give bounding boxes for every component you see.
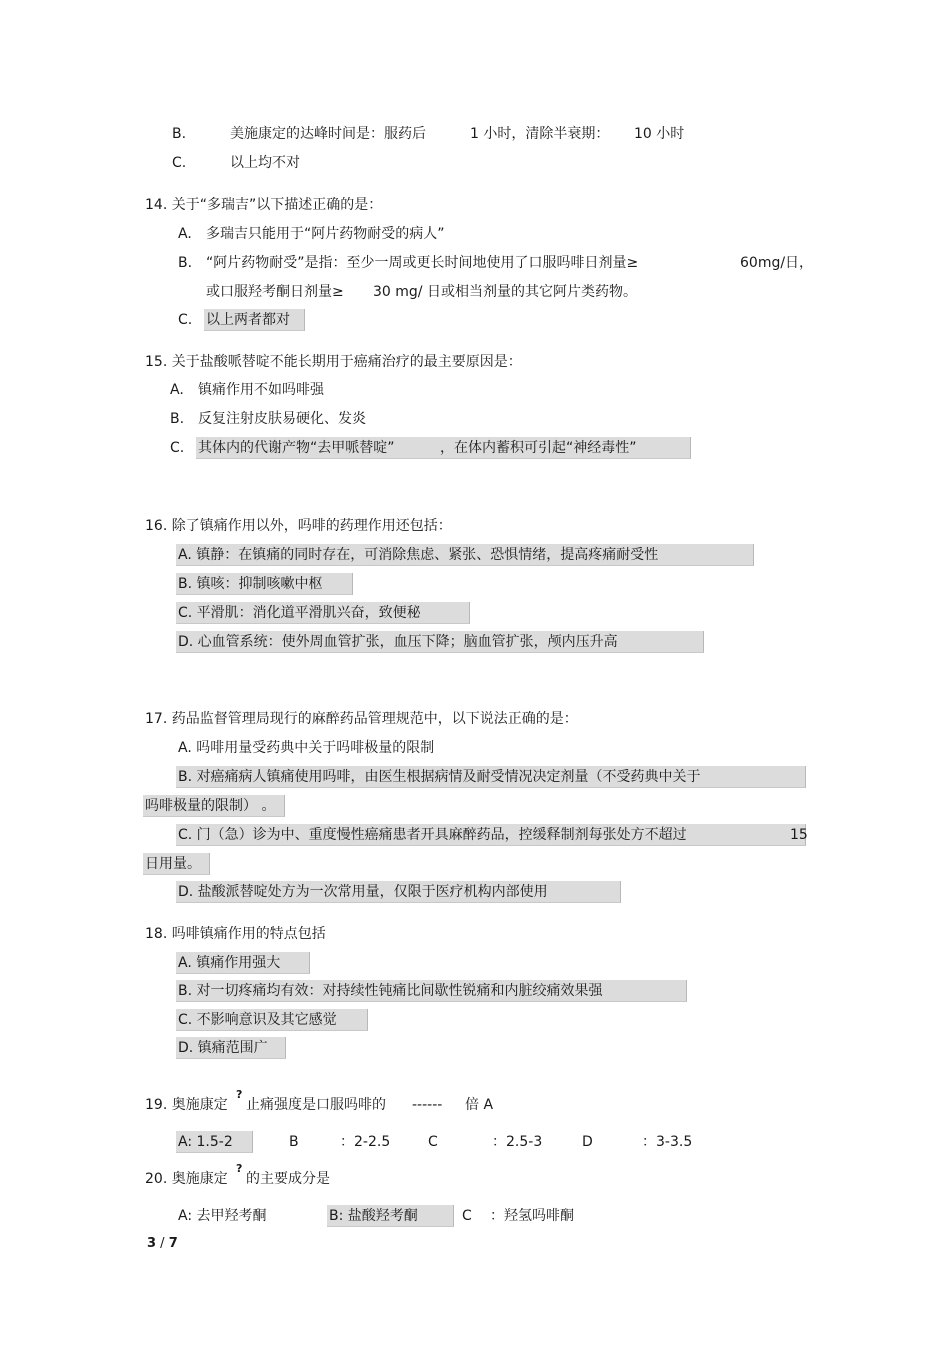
q19-option-c-label: C [428,1134,438,1150]
page-current: 3 [147,1236,157,1251]
q17-option-d: D. 盐酸派替啶处方为一次常用量，仅限于医疗机构内部使用 [178,884,548,900]
q19-option-b-label: B [289,1134,299,1150]
q14-option-b-cont2: 30 mg/ 日或相当剂量的其它阿片类药物。 [373,284,637,300]
q20-option-c-value: ：羟氢吗啡酮 [490,1208,574,1224]
q13-option-b-num2: 10 小时 [634,126,685,142]
q17-option-c-num: 15 [790,827,808,843]
q20-option-b: B: 盐酸羟考酮 [329,1208,418,1224]
q16-option-d: D. 心血管系统：使外周血管扩张，血压下降；脑血管扩张，颅内压升高 [178,634,618,650]
q15-option-c-text1: 其体内的代谢产物“去甲哌替啶” [198,440,395,456]
page-total: 7 [168,1236,178,1251]
q17-option-b-line2: 吗啡极量的限制） 。 [145,798,276,814]
q19-blank: ------ [412,1097,443,1113]
q17-option-b-line1: B. 对癌痛病人镇痛使用吗啡，由医生根据病情及耐受情况决定剂量（不受药典中关于 [178,769,701,785]
q18-option-b: B. 对一切疼痛均有效：对持续性钝痛比间歇性锐痛和内脏绞痛效果强 [178,983,603,999]
q20-title-pre: 20. 奥施康定 [145,1171,228,1187]
q19-title-end: 倍 A [465,1097,494,1113]
q16-option-c: C. 平滑肌：消化道平滑肌兴奋，致便秘 [178,605,421,621]
q13-option-c-label: C. [172,155,187,171]
q15-option-c-label: C. [170,440,185,456]
q14-option-b-text: “阿片药物耐受”是指：至少一周或更长时间地使用了口服吗啡日剂量≥ [206,255,639,271]
q17-option-a: A. 吗啡用量受药典中关于吗啡极量的限制 [178,740,435,756]
q13-option-b-text: 美施康定的达峰时间是：服药后 [230,126,426,142]
q15-option-b-label: B. [170,411,185,427]
q19-option-c-value: ：2.5-3 [492,1134,543,1150]
page-number [147,1236,178,1251]
q19-option-d-value: ：3-3.5 [642,1134,693,1150]
q15-option-a-text: 镇痛作用不如吗啡强 [198,382,324,398]
q13-option-b-label: B. [172,126,187,142]
q14-option-c-label: C. [178,312,193,328]
q17-title: 17. 药品监督管理局现行的麻醉药品管理规范中，以下说法正确的是： [145,711,578,727]
q20-title-end: 的主要成分是 [246,1171,330,1187]
q14-title: 14. 关于“多瑞吉”以下描述正确的是： [145,197,383,213]
q16-option-a: A. 镇静：在镇痛的同时存在，可消除焦虑、紧张、恐惧情绪，提高疼痛耐受性 [178,547,659,563]
q18-title: 18. 吗啡镇痛作用的特点包括 [145,926,326,942]
q15-option-a-label: A. [170,382,184,398]
q15-title: 15. 关于盐酸哌替啶不能长期用于癌痛治疗的最主要原因是： [145,354,522,370]
q14-option-b-cont1: 或口服羟考酮日剂量≥ [206,284,344,300]
q17-option-c-line2: 日用量。 [145,856,201,872]
q16-option-b: B. 镇咳：抑制咳嗽中枢 [178,576,323,592]
q20-sup: ? [236,1162,243,1175]
q19-option-a: A: 1.5-2 [178,1134,233,1150]
q14-option-b-label: B. [178,255,193,271]
q19-option-d-label: D [582,1134,593,1150]
q20-option-a: A: 去甲羟考酮 [178,1208,267,1224]
q19-option-b-value: ：2-2.5 [340,1134,391,1150]
q19-sup: ? [236,1088,243,1101]
q13-option-b-num1: 1 小时，清除半衰期： [470,126,610,142]
q14-option-b-num: 60mg/日， [740,255,814,271]
q14-option-a-label: A. [178,226,192,242]
q15-option-c-text2: ，在体内蓄积可引起“神经毒性” [440,440,637,456]
q16-title: 16. 除了镇痛作用以外，吗啡的药理作用还包括： [145,518,452,534]
page-separator: / [156,1236,169,1251]
q17-option-c-line1: C. 门（急）诊为中、重度慢性癌痛患者开具麻醉药品，控缓释制剂每张处方不超过 [178,827,687,843]
q14-option-c-text: 以上两者都对 [206,312,290,328]
q19-title-pre: 19. 奥施康定 [145,1097,228,1113]
q13-option-c-text: 以上均不对 [230,155,300,171]
q18-option-c: C. 不影响意识及其它感觉 [178,1012,337,1028]
q20-option-c-label: C [462,1208,472,1224]
q14-option-a-text: 多瑞吉只能用于“阿片药物耐受的病人” [206,226,445,242]
q18-option-d: D. 镇痛范围广 [178,1040,268,1056]
q15-option-b-text: 反复注射皮肤易硬化、发炎 [198,411,366,427]
q18-option-a: A. 镇痛作用强大 [178,955,281,971]
q19-title-mid: 止痛强度是口服吗啡的 [246,1097,386,1113]
